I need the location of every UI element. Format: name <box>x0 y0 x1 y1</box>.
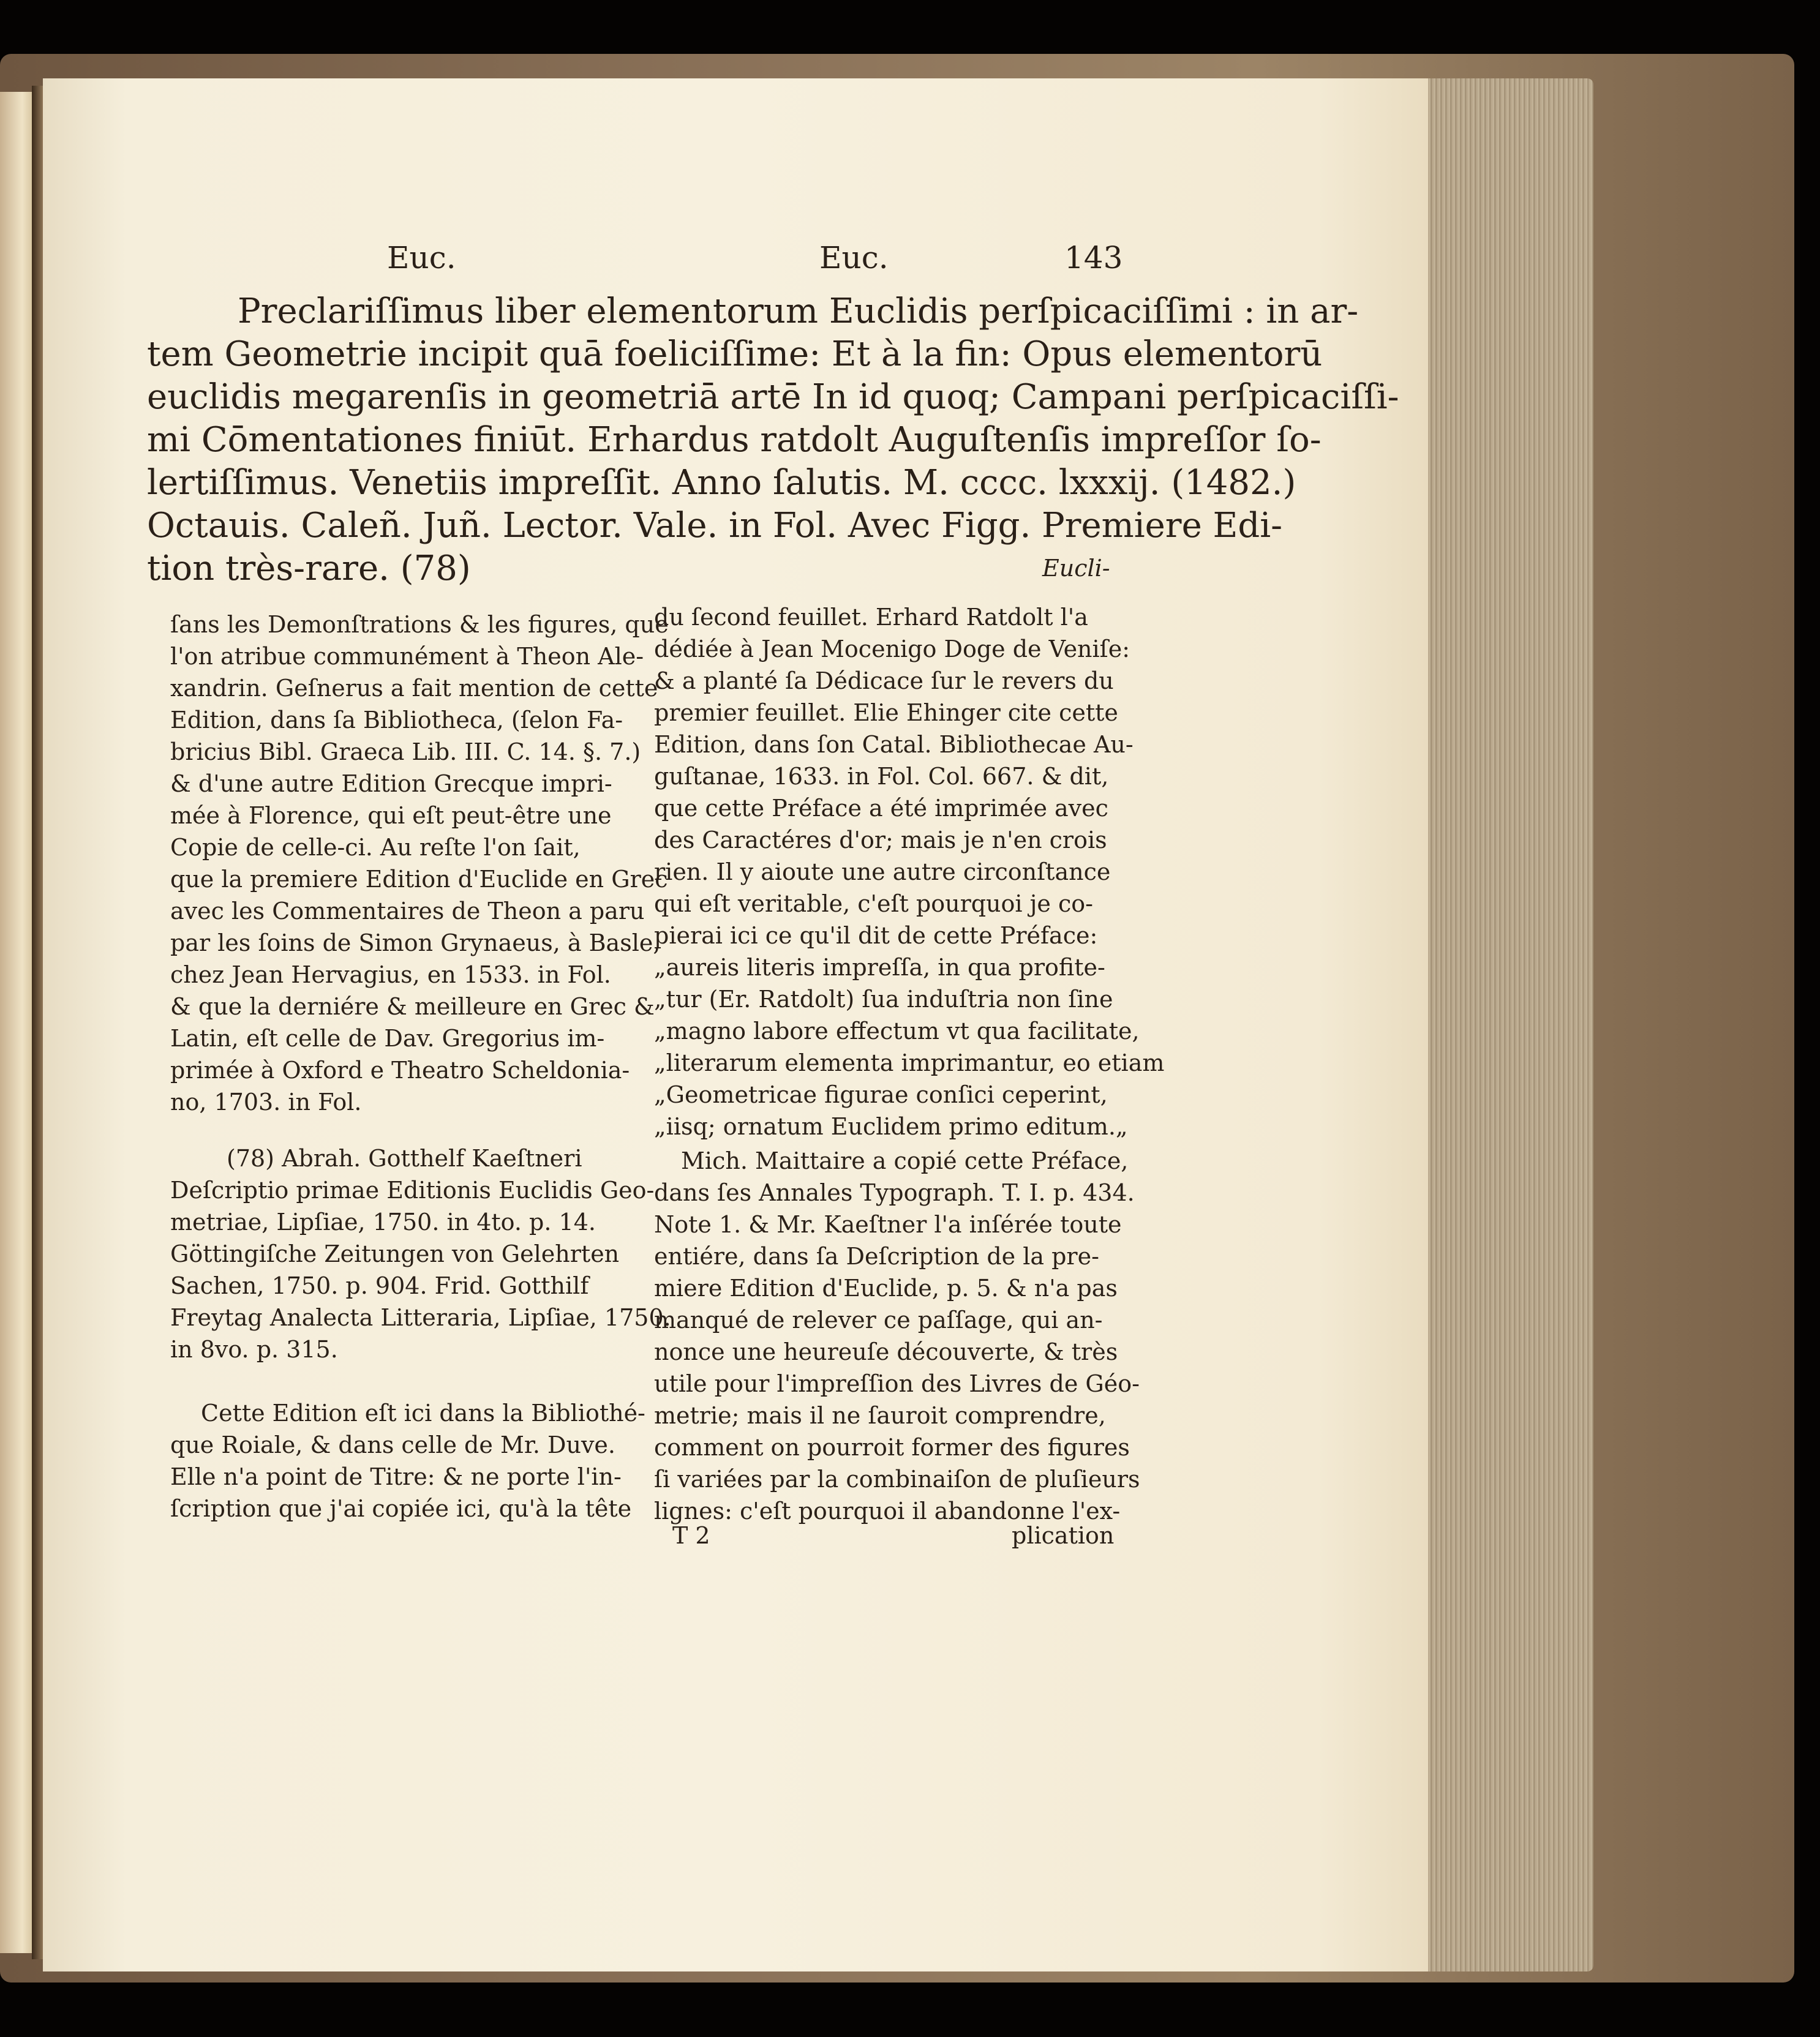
left-page-edge <box>0 92 32 1953</box>
right-column-line: manqué de relever ce paſſage, qui an- <box>654 1307 1103 1334</box>
right-column-line: „Geometricae figurae conſici ceperint, <box>654 1081 1108 1108</box>
right-column-line: qui eſt veritable, c'eſt pourquoi je co- <box>654 890 1093 917</box>
left-column-line: Freytag Analecta Litteraria, Lipſiae, 1750. <box>170 1304 671 1331</box>
page-block-edge <box>1428 78 1593 1971</box>
left-column-line: no, 1703. in Fol. <box>170 1089 362 1116</box>
left-column-line: Deſcriptio primae Editionis Euclidis Geo- <box>170 1177 655 1204</box>
right-column-line: & a planté ſa Dédicace ſur le revers du <box>654 667 1114 694</box>
right-column-line: des Caractéres d'or; mais je n'en crois <box>654 827 1107 853</box>
right-column-line: que cette Préface a été imprimée avec <box>654 795 1108 822</box>
right-column-line: lignes: c'eſt pourquoi il abandonne l'ex- <box>654 1498 1121 1525</box>
right-column-line: du ſecond feuillet. Erhard Ratdolt l'a <box>654 604 1088 631</box>
signature-mark: T 2 <box>672 1522 710 1549</box>
page-number: 143 <box>1064 240 1123 276</box>
right-column-line: comment on pourroit former des figures <box>654 1434 1130 1461</box>
right-column-line: nonce une heureuſe découverte, & très <box>654 1338 1118 1365</box>
left-column-line: l'on atribue communément à Theon Ale- <box>170 643 644 670</box>
right-column-line: rien. Il y aioute une autre circonſtance <box>654 858 1111 885</box>
right-column-line: Edition, dans ſon Catal. Bibliothecae Au- <box>654 731 1134 758</box>
left-column-line: metriae, Lipſiae, 1750. in 4to. p. 14. <box>170 1209 596 1236</box>
left-column-line: ſcription que j'ai copiée ici, qu'à la tête <box>170 1495 632 1522</box>
running-head-center: Euc. <box>819 240 889 276</box>
left-column-line: chez Jean Hervagius, en 1533. in Fol. <box>170 961 611 988</box>
right-column-line: premier feuillet. Elie Ehinger cite cette <box>654 699 1118 726</box>
left-column-line: Latin, eſt celle de Dav. Gregorius im- <box>170 1025 605 1052</box>
left-column-line: in 8vo. p. 315. <box>170 1336 338 1363</box>
title-line: Octauis. Caleñ. Juñ. Lector. Vale. in Fol. Avec Figg. Premiere Edi- <box>147 506 1283 546</box>
right-column-line: dédiée à Jean Mocenigo Doge de Veniſe: <box>654 636 1130 662</box>
left-column-line: Edition, dans ſa Bibliotheca, (ſelon Fa- <box>170 707 623 733</box>
right-column-line: „tur (Er. Ratdolt) ſua induſtria non ſine <box>654 986 1113 1013</box>
title-line: tem Geometrie incipit quā foeliciſſime: Et à la fin: Opus elementorū <box>147 334 1323 374</box>
title-line: tion très-rare. (78) <box>147 549 471 588</box>
right-column-line: Mich. Maittaire a copié cette Préface, <box>681 1147 1129 1174</box>
left-column-line: (78) Abrah. Gotthelf Kaeſtneri <box>227 1145 582 1172</box>
left-column-line: primée à Oxford e Theatro Scheldonia- <box>170 1057 630 1084</box>
title-line: Preclariſſimus liber elementorum Euclidis perſpicaciſſimi : in ar- <box>238 291 1359 331</box>
left-column-line: par les ſoins de Simon Grynaeus, à Basle, <box>170 929 661 956</box>
catchword-bottom: plication <box>1012 1522 1115 1549</box>
running-head-left: Euc. <box>387 240 456 276</box>
title-line: euclidis megarenſis in geometriā artē In id quoq; Campani perſpicaciſſi- <box>147 377 1399 417</box>
right-column-line: „magno labore effectum vt qua facilitate, <box>654 1018 1140 1045</box>
left-column-line: que la premiere Edition d'Euclide en Grec <box>170 866 668 893</box>
right-column-line: miere Edition d'Euclide, p. 5. & n'a pas <box>654 1275 1118 1302</box>
right-column-line: „literarum elementa imprimantur, eo etiam <box>654 1049 1165 1076</box>
book-gutter <box>32 86 43 1959</box>
left-column-line: Cette Edition eſt ici dans la Bibliothé- <box>201 1400 645 1427</box>
left-column-line: que Roiale, & dans celle de Mr. Duve. <box>170 1431 615 1458</box>
right-column-line: guſtanae, 1633. in Fol. Col. 667. & dit, <box>654 763 1109 790</box>
right-column-line: Note 1. & Mr. Kaeſtner l'a inſérée toute <box>654 1211 1122 1238</box>
left-column-line: Sachen, 1750. p. 904. Frid. Gotthilf <box>170 1272 589 1299</box>
left-column-line: Göttingiſche Zeitungen von Gelehrten <box>170 1240 620 1267</box>
left-column-line: & d'une autre Edition Grecque impri- <box>170 770 612 797</box>
left-column-line: avec les Commentaires de Theon a paru <box>170 898 645 925</box>
right-column-line: utile pour l'impreſſion des Livres de Géo- <box>654 1370 1140 1397</box>
left-column-line: & que la derniére & meilleure en Grec & <box>170 993 655 1020</box>
right-column-line: „aureis literis impreſſa, in qua profite- <box>654 954 1105 981</box>
right-column-line: metrie; mais il ne ſauroit comprendre, <box>654 1402 1106 1429</box>
right-column-line: pierai ici ce qu'il dit de cette Préface: <box>654 922 1098 949</box>
left-column-line: mée à Florence, qui eſt peut-être une <box>170 802 612 829</box>
catchword-top: Eucli- <box>1042 555 1110 582</box>
right-column-line: ſi variées par la combinaiſon de pluſieurs <box>654 1466 1140 1493</box>
left-column-line: ſans les Demonſtrations & les figures, que <box>170 611 669 638</box>
title-line: mi Cōmentationes finiūt. Erhardus ratdolt Auguſtenſis impreſſor ſo- <box>147 420 1322 460</box>
left-column-line: xandrin. Geſnerus a fait mention de cette <box>170 675 658 702</box>
title-line: lertiſſimus. Venetiis impreſſit. Anno ſalutis. M. cccc. lxxxij. (1482.) <box>147 463 1296 503</box>
right-column-line: „iisq; ornatum Euclidem primo editum.„ <box>654 1113 1128 1140</box>
left-column-line: bricius Bibl. Graeca Lib. III. C. 14. §. 7.) <box>170 738 641 765</box>
left-column-line: Copie de celle-ci. Au reſte l'on ſait, <box>170 834 581 861</box>
right-column-line: dans ſes Annales Typograph. T. I. p. 434. <box>654 1179 1135 1206</box>
right-column-line: entiére, dans ſa Deſcription de la pre- <box>654 1243 1099 1270</box>
left-column-line: Elle n'a point de Titre: & ne porte l'in- <box>170 1463 622 1490</box>
